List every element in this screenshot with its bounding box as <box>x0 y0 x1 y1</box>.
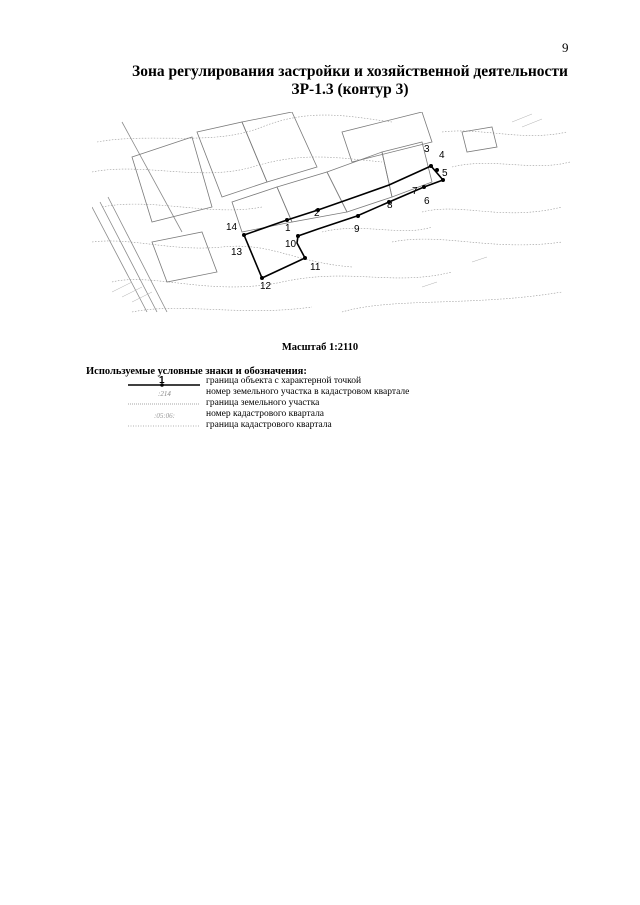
legend-text: граница земельного участка <box>206 398 320 408</box>
map-scale: Масштаб 1:2110 <box>281 342 359 353</box>
map-svg <box>92 112 572 322</box>
parcel-boundary-symbol <box>128 398 200 409</box>
point-label-14: 14 <box>226 222 238 233</box>
legend <box>128 376 548 431</box>
boundary-with-point-symbol <box>128 376 200 387</box>
parcel-number-symbol <box>128 387 200 398</box>
point-label-7: 7 <box>412 186 418 197</box>
point-label-8: 8 <box>387 200 393 211</box>
legend-text: граница объекта с характерной точкой <box>206 376 362 386</box>
legend-row <box>128 376 548 387</box>
page-number: 9 <box>562 40 569 55</box>
boundary-points <box>242 164 445 280</box>
map-roads <box>92 122 182 312</box>
point-label-2: 2 <box>314 208 320 219</box>
legend-row <box>128 398 548 409</box>
legend-title: Используемые условные знаки и обозначения: <box>86 366 307 377</box>
legend-row <box>128 409 548 420</box>
svg-text::214: :214 <box>158 390 171 398</box>
page-title <box>0 63 640 99</box>
point-label-9: 9 <box>354 224 360 235</box>
point-label-3: 3 <box>424 144 430 155</box>
svg-text::05:06:: :05:06: <box>154 412 175 420</box>
zone-boundary <box>244 166 443 278</box>
point-label-11: 11 <box>310 262 321 273</box>
title-line-1: Зона регулирования застройки и хозяйственной деятельности <box>132 63 568 80</box>
cadastral-number-symbol <box>128 409 200 420</box>
title-line-2: ЗР-1.3 (контур 3) <box>291 81 409 98</box>
legend-symbol-point-number: 1 <box>159 376 165 386</box>
map-parcel-blocks <box>132 112 497 282</box>
map-background-contours <box>92 115 570 312</box>
legend-row <box>128 420 548 431</box>
point-label-1: 1 <box>285 223 291 234</box>
point-label-12: 12 <box>260 281 272 292</box>
cadastral-boundary-symbol <box>128 420 200 431</box>
point-label-10: 10 <box>285 239 297 250</box>
legend-text: граница кадастрового квартала <box>206 420 332 430</box>
point-label-6: 6 <box>424 196 430 207</box>
legend-row <box>128 387 548 398</box>
zone-map <box>92 112 572 322</box>
point-label-5: 5 <box>442 168 448 179</box>
point-label-13: 13 <box>231 247 243 258</box>
legend-text: номер земельного участка в кадастровом квартале <box>206 387 410 397</box>
legend-text: номер кадастрового квартала <box>206 409 325 419</box>
point-label-4: 4 <box>439 150 445 161</box>
